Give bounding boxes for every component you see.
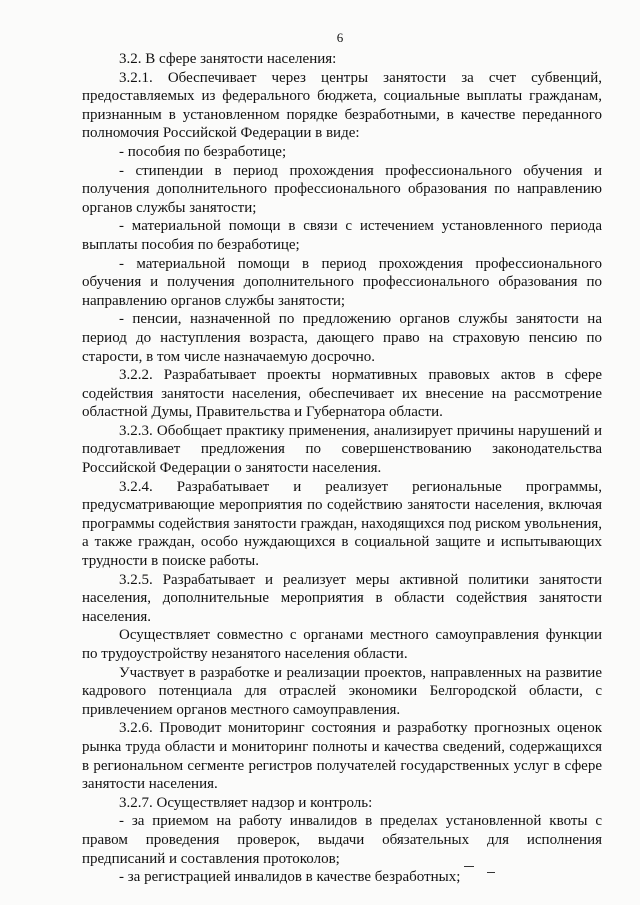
list-item: - за приемом на работу инвалидов в пределах установленной квоты с правом проведения проверок, выдачи обязательных для исполнения предписаний и составления протоколов;: [82, 813, 602, 867]
scan-artifact: [487, 872, 495, 873]
paragraph: 3.2.1. Обеспечивает через центры занятости за счет субвенций, предоставляемых из федерального бюджета, социальные выплаты гражданам, признанным в установленном порядке безработными, в качестве переданного полномочия Российской Федерации в виде:: [82, 69, 602, 142]
paragraph: 3.2.3. Обобщает практику применения, анализирует причины нарушений и подготавливает предложения по совершенствованию законодательства Российской Федерации о занятости населения.: [82, 422, 602, 477]
paragraph: 3.2.5. Разрабатывает и реализует меры активной политики занятости населения, дополнительные мероприятия в области содействия занятости населения.: [82, 571, 602, 625]
paragraph: 3.2.6. Проводит мониторинг состояния и разработку прогнозных оценок рынка труда области и мониторинг полноты и качества сведений, содержащихся в региональном сегменте регистров получателей государственных услуг в сфере занятости населения.: [82, 720, 602, 793]
paragraph: Участвует в разработке и реализации проектов, направленных на развитие кадрового потенциала для отраслей экономики Белгородской области, с привлечением органов местного самоуправления.: [82, 664, 602, 718]
section-heading: 3.2. В сфере занятости населения:: [119, 51, 337, 67]
paragraph: 3.2.4. Разрабатывает и реализует региональные программы, предусматривающие мероприятия по содействию занятости населения, включая программы содействия занятости граждан, находящихся под риском увольнения, а также граждан, особо нуждающихся в социальной защите и испытывающих трудности в поиске работы.: [82, 478, 602, 570]
list-item: - стипендии в период прохождения профессионального обучения и получения дополнительного профессионального образования по направлению органов службы занятости;: [82, 162, 602, 216]
list-item: - материальной помощи в период прохождения профессионального обучения и получения дополнительного профессионального образования по направлению органов службы занятости;: [82, 255, 602, 309]
paragraph: 3.2.7. Осуществляет надзор и контроль:: [119, 794, 373, 811]
scan-artifact: [464, 866, 474, 867]
paragraph: 3.2.2. Разрабатывает проекты нормативных правовых актов в сфере содействия занятости населения, обеспечивает их внесение на рассмотрение областной Думы, Правительства и Губернатора области.: [82, 367, 602, 421]
list-item: - материальной помощи в связи с истечением установленного периода выплаты пособия по безработице;: [82, 218, 602, 253]
page-number: 6: [336, 30, 344, 45]
list-item: - пенсии, назначенной по предложению органов службы занятости на период до наступления возраста, дающего право на страховую пенсию по старости, в том числе назначаемую досрочно.: [82, 311, 602, 365]
page-content: [82, 50, 602, 887]
list-item: - пособия по безработице;: [119, 143, 287, 160]
paragraph: Осуществляет совместно с органами местного самоуправления функции по трудоустройству незанятого населения области.: [82, 627, 602, 662]
list-item: - за регистрацией инвалидов в качестве безработных;: [119, 869, 461, 886]
